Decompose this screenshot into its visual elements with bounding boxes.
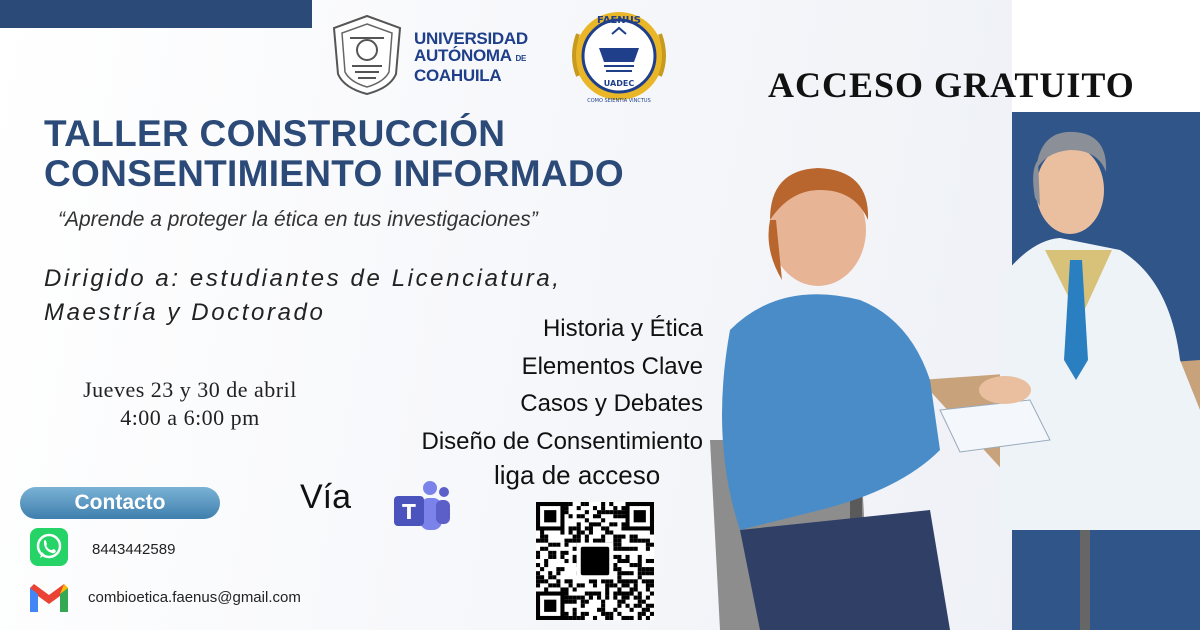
contact-heading: Contacto [20, 487, 220, 519]
university-name-autonoma: AUTÓNOMA [414, 46, 512, 65]
university-name [414, 30, 554, 84]
university-name-line3: COAHUILA [414, 66, 502, 85]
qr-code[interactable] [536, 502, 654, 620]
event-date: Jueves 23 y 30 de abril [83, 377, 297, 402]
event-title-line1: TALLER CONSTRUCCIÓN [44, 113, 506, 154]
contact-phone[interactable]: 8443442589 [92, 541, 176, 558]
doctor-consultation-illustration [700, 110, 1200, 630]
topic-item: Historia y Ética [542, 315, 703, 342]
faenus-seal-logo [564, 6, 674, 106]
whatsapp-icon [30, 528, 68, 566]
topic-item: Diseño de Consentimiento [421, 427, 703, 455]
topics-list [330, 310, 703, 460]
audience-line1: Dirigido a: estudiantes de Licenciatura, [44, 265, 562, 292]
event-time: 4:00 a 6:00 pm [120, 405, 260, 430]
audience-line2: Maestría y Doctorado [44, 299, 326, 326]
svg-text:T: T [402, 500, 416, 524]
topic-item: Elementos Clave [521, 352, 703, 380]
teams-icon [390, 478, 452, 540]
faenus-top-text: FAENUS [597, 15, 641, 26]
university-seal-logo [330, 14, 404, 96]
university-name-de: DE [515, 54, 527, 63]
faenus-bottom-text: UADEC [603, 79, 635, 88]
via-label: Vía [300, 478, 352, 516]
university-name-line2 [414, 47, 554, 67]
schedule [40, 376, 340, 432]
university-name-line1: UNIVERSIDAD [414, 29, 528, 48]
event-title [44, 114, 734, 194]
top-accent-bar [0, 0, 312, 28]
contact-email[interactable]: combioetica.faenus@gmail.com [88, 589, 301, 606]
event-tagline: “Aprende a proteger la ética en tus investigaciones” [58, 208, 538, 231]
topic-item: Casos y Debates [520, 390, 703, 417]
free-access-heading: ACCESO GRATUITO [768, 65, 1135, 105]
faenus-motto-text: COMO SEIENTIA VINCTUS [587, 98, 651, 104]
access-link-label[interactable]: liga de acceso [494, 460, 661, 490]
gmail-icon [28, 582, 70, 614]
event-title-line2: CONSENTIMIENTO INFORMADO [44, 153, 625, 194]
